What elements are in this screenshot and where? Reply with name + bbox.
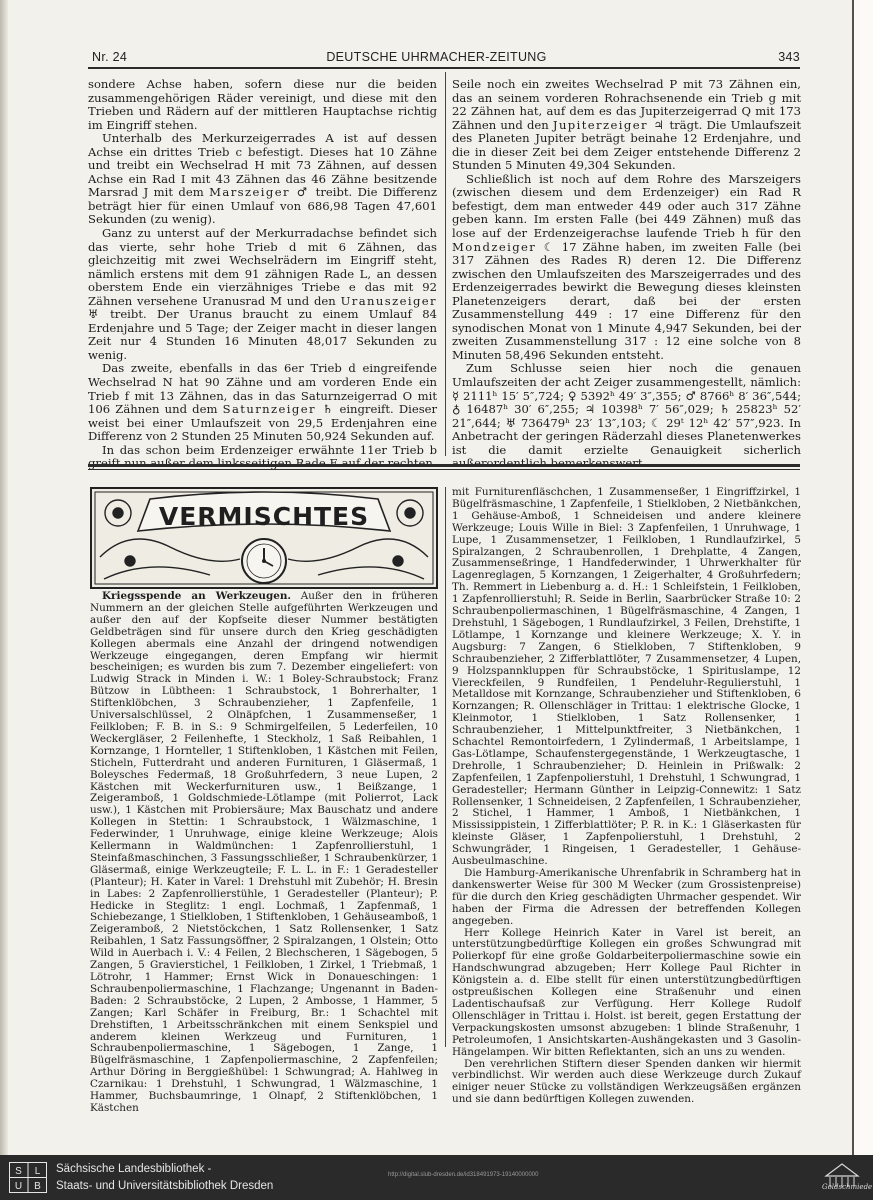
svg-text:B: B: [34, 1181, 41, 1192]
column-divider: [445, 72, 446, 456]
issue-number: Nr. 24: [92, 50, 128, 64]
planet-pointer-name: Jupiterzeiger ♃: [552, 117, 666, 132]
article-column-right: [452, 78, 801, 471]
paragraph: Das zweite, ebenfalls in das 6er Trieb d eingreifende Wechselrad N hat 90 Zähne und am vorderen Ende ein Trieb f mit 13 Zähnen, das in das Saturnzeigerrad O mit 106 Zähnen und dem Saturnzeiger ♄ eingreift. Dieser weist bei einer Umlaufszeit von 29,5 Erdenjahren eine Differenz von 2 Stunden 25 Minuten 50,924 Sekunden auf.: [88, 361, 438, 444]
vermischtes-banner: [90, 487, 438, 589]
section-rule: [88, 464, 800, 467]
paragraph: Ganz zu unterst auf der Merkurradachse befindet sich das vierte, sehr hohe Trieb d mit 6 Zähnen, das gleichzeitig mit zwei Wechselrädern im Eingriff steht, nämlich erstens mit dem 91 zähnigen Rade L, an dessen oberstem Ende ein vierzähniges Triebe e das mit 92 Zähnen versehene Uranusrad M und den Uranuszeiger ♅ treibt. Der Uranus braucht zu einem Umlauf 84 Erdenjahre und 5 Tage; der Zeiger macht in dieser langen Zeit nur 4 Stunden 16 Minuten 48,017 Sekunden zu wenig.: [88, 226, 438, 362]
paragraph: Zum Schlusse seien hier noch die genauen Umlaufszeiten der acht Zeiger zusammengestellt, nämlich: ☿ 2111ʰ 15′ 5″,724; ♀ 5392ʰ 49′ 3″,355; ♂ 8766ʰ 8′ 36″,544; ♁ 16487ʰ 30′ 6″,255; ♃ 10398ʰ 7′ 56″,029; ♄ 25823ʰ 52′ 21″,644; ♅ 736479ʰ 23′ 13″,103; ☾ 29ᵗ 12ʰ 42′ 57″,923. In Anbetracht der geringen Räderzahl dieses Planetenwerkes ist die damit erzielte Genauigkeit sicherlich außerordentlich bemerkenswert.: [452, 361, 801, 471]
planet-pointer-name: Saturnzeiger ♄: [222, 402, 335, 417]
paragraph: sondere Achse haben, sofern diese nur die beiden zusammengehörigen Räder vereinigt, und diese mit den Trieben und Rädern auf der mittleren Hauptachse richtig im Eingriff stehen.: [88, 77, 437, 132]
paragraph: Herr Kollege Heinrich Kater in Varel ist bereit, an unterstützungbedürftige Kollegen ein großes Schwungrad mit Polierkopf für eine große Goldarbeiterpoliermaschine sowie ein Handschwungrad abzugeben; Herr Kollege Paul Richter in Königstein a. d. Elbe stellt für einen unterstützungbedürftigen ostpreußischen Kollegen eine Straßenuhr und einen Ladentischaufsaß zur Verfügung. Herr Kollege Rudolf Ollenschläger in Trittau i. Holst. ist bereit, gegen Erstattung der Verpackungskosten umsonst abzugeben: 1 blinde Straßenuhr, 1 Petroleumofen, 1 Ansichtskarten-Aushängekasten und 3 Gasolin-Hängelampen. Wir bitten Reflektanten, sich an uns zu wenden.: [452, 926, 801, 1058]
section-rule: [88, 469, 800, 470]
journal-title: DEUTSCHE UHRMACHER-ZEITUNG: [326, 50, 547, 64]
article-column-left: [88, 78, 437, 471]
paragraph: mit Furniturenfläschchen, 1 Zusammenseßer, 1 Eingriffzirkel, 1 Bügelfräsmaschine, 1 Zapfenfeile, 1 Stielkloben, 2 Nietbänkchen, 1 Gehäuse-Amboß, 1 Schneideisen und andere kleinere Werkzeuge; Louis Wille in Biel: 3 Zapfenfeilen, 1 Unruhwage, 1 Lupe, 1 Zusammensetzer, 1 Feilkloben, 1 Rundlaufzirkel, 5 Spiralzangen, 2 Schraubenrollen, 1 Drehplatte, 4 Zangen, Zusammenseßringe, 1 Handfederwinder, 1 Uhrwerkhalter für Lagenreglagen, 5 Kornzangen, 1 Zeigerhalter, 4 Großuhrfedern; Th. Remmert in Liebenburg a. d. H.: 1 Schleifstein, 1 Feilkloben, 1 Zapfenrollierstuhl; R. Seide in Berlin, Saarbrücker Straße 10: 2 Schraubenpoliermaschinen, 1 Bügelfräsmaschine, 4 Zangen, 1 Drehstuhl, 1 Sägebogen, 1 Rundlaufzirkel, 3 Feilen, Drehstifte, 1 Lötlampe, 1 Kornzange und kleinere Werkzeuge; X. Y. in Augsburg: 7 Zangen, 6 Stielkloben, 7 Stiftenkloben, 9 Schraubenzieher, 2 Zifferblattlöter, 7 Zusammensetzer, 4 Lupen, 9 Holzspannkluppen für Schraubstöcke, 1 Spirituslampe, 12 Viereckfeilen, 9 Rundfeilen, 1 Pendeluhr-Regulierstuhl, 1 Metalldose mit Kornzange, Schraubenzieher und Stiftenkloben, 6 Kornzangen; R. Ollenschläger in Trittau: 1 elektrische Glocke, 1 Kleinmotor, 1 Stielkloben, 1 Satz Rollensenker, 1 Schraubenzieher, 1 Mittelpunktfreiter, 3 Nietbänkchen, 1 Schachtel Remontoirfedern, 1 Zylindermaß, 1 Arbeitslampe, 1 Gas-Lötlampe, Schaufenstergegenstände, 1 Werkzeugtasche, 1 Drehrolle, 1 Schraubenzieher; D. Heinlein in Prißwalk: 2 Zapfenfeilen, 1 Zapfenpolierstuhl, 1 Drehstuhl, 1 Schwungrad, 1 Geradesteller; Hermann Günther in Leipzig-Connewitz: 1 Satz Rollensenker, 1 Schneideisen, 2 Zapfenfeilen, 1 Schraubenzieher, 2 Stichel, 1 Hammer, 1 Amboß, 1 Nietbänkchen, 1 Mississippistein, 1 Zifferblattlöter; P. R. in K.: 1 Gläserkasten für kleinste Gläser, 1 Zapfenpolierstuhl, 1 Drehstuhl, 2 Schwungräder, 1 Ringeisen, 1 Geradesteller, 1 Gehäuse-Ausbeulmaschine.: [452, 486, 801, 868]
library-name-2: Staats- und Universitätsbibliothek Dresden: [56, 1180, 274, 1192]
paragraph: Unterhalb des Merkurzeigerrades A ist auf dessen Achse ein drittes Trieb c befestigt. Dieses hat 10 Zähne und treibt ein Wechselrad H mit 73 Zähnen, auf dessen Achse ein Rad I mit 43 Zähnen das 46 Zähne besitzende Marsrad J mit dem Marszeiger ♂ treibt. Die Differenz beträgt hier für einen Umlauf von 686,98 Tagen 47,601 Sekunden (zu wenig).: [88, 131, 437, 227]
svg-text:U: U: [14, 1181, 23, 1192]
planet-pointer-name: Uranuszeiger ♅: [88, 293, 437, 322]
page-edge-left: [0, 0, 8, 1155]
slub-logo-icon: [9, 1162, 47, 1193]
svg-text:S: S: [15, 1166, 22, 1177]
misc-column-right: [452, 487, 801, 1106]
permalink[interactable]: http://digital.slub-dresden.de/id318491973-19140000000: [388, 1172, 539, 1178]
paragraph: Schließlich ist noch auf dem Rohre des Marszeigers (zwischen diesem und dem Erdenzeiger) ein Rad R befestigt, dem man entweder 449 oder auch 317 Zähne geben kann. Im ersten Falle (bei 449 Zähnen) muß das lose auf der Erdenzeigerachse laufende Trieb h für den Mondzeiger ☾ 17 Zähne haben, im zweiten Falle (bei 317 Zähnen des Rades R) deren 12. Die Differenz zwischen den Umlaufszeiten des Marszeigerrades und des Erdenzeigerrades bewirkt die Bewegung dieses kleinsten Planetenzeigers derart, daß bei der ersten Zusammenstellung 449 : 17 eine Differenz für den synodischen Monat von 1 Minute 4,947 Sekunden, bei der zweiten Zusammenstellung 317 : 12 eine solche von 8 Minuten 58,496 Sekunden entsteht.: [452, 171, 801, 362]
paragraph: In das schon beim Erdenzeiger erwähnte 11er Trieb b greift nun außer dem linksseitigen Rade E auf der rechten: [88, 442, 437, 471]
library-name: Sächsische Landesbibliothek -: [56, 1163, 212, 1175]
planet-pointer-name: Marszeiger ♂: [209, 185, 311, 200]
paragraph: Kriegsspende an Werkzeugen. Außer den in früheren Nummern an der gleichen Stelle aufgeführten Werkzeugen und außer den auf der Kopfseite dieser Nummer bestätigten Geldbeträgen sind für unsere durch den Krieg geschädigten Kollegen abermals eine Anzahl der dringend notwendigen Werkzeuge eingegangen, deren Empfang wir hiermit bescheinigen; es wurden bis zum 7. Dezember eingeliefert: von Ludwig Strack in Minden i. W.: 1 Boley-Schraubstock; Franz Bützow in Lübtheen: 1 Schraubstock, 1 Bohrerhalter, 1 Stiftenklöbchen, 3 Schraubenzieher, 1 Zapfenfeile, 1 Universalschlüssel, 2 Olnäpfchen, 1 Zusammenseßer, 1 Feilkloben; F. B. in S.: 9 Schmirgelfeilen, 5 Lederfeilen, 10 Weckergläser, 2 Feilenhefte, 1 Steckholz, 1 Saß Reibahlen, 1 Kornzange, 1 Hornteller, 1 Stiftenkloben, 1 Kästchen mit Feilen, Sticheln, Futterdraht und anderen Furnituren, 1 Gläsermaß, 1 Boleysches Federmaß, 18 Großuhrfedern, 3 neue Lupen, 2 Kästchen mit Weckerfurnituren usw., 1 Beißzange, 1 Zeigeramboß, 1 Goldschmiede-Lötlampe (mit Polierrot, Lack usw.), 1 Kästchen mit Probiersäure; Max Bauschatz und andere Kollegen in Stettin: 1 Schraubstock, 1 Wälzmaschine, 1 Federwinder, 1 Unruhwage, einige kleine Werkzeuge; Alois Kellermann in Waldmünchen: 1 Zapfenrollierstuhl, 1 Steinfaßmaschinchen, 3 Fassungsschließer, 1 Schraubenkürzer, 1 Gläsermaß, einige Werkzeugteile; F. L. L. in F.: 1 Geradesteller (Planteur); H. Kater in Varel: 1 Drehstuhl mit Zubehör; H. Bresin in Labes: 2 Zapfenrollierstühle, 1 Geradesteller (Planteur); P. Hedicke in Steglitz: 1 engl. Lochmaß, 1 Zapfenmaß, 1 Schiebezange, 1 Stielkloben, 1 Stiftenkloben, 1 Gehäuseamboß, 1 Zeigeramboß, 2 Nietstöckchen, 1 Satz Rollensenker, 1 Satz Reibahlen, 1 Satz Fassungsöffner, 2 Spiralzangen, 1 Olstein; Otto Wild in Auerbach i. V.: 4 Feilen, 2 Blechscheren, 1 Sägebogen, 5 Zangen, 5 Gravierstichel, 1 Feilkloben, 1 Zirkel, 1 Triebmaß, 1 Lötrohr, 1 Hammer; Ernst Wick in Donaueschingen: 1 Schraubenpoliermaschine, 1 Flachzange; Ungenannt in Baden-Baden: 2 Schraubstöcke, 2 Lupen, 2 Ambosse, 1 Hammer, 5 Zangen; Karl Schäfer in Freiburg, Br.: 1 Schachtel mit Drehstiften, 1 Arbeitsschränkchen mit einem Senkspiel und anderem kleinen Werkzeug und Furnituren, 1 Schraubenpoliermaschine, 1 Sägebogen, 1 Zange, 1 Bügelfräsmaschine, 1 Zapfenpoliermaschine, 2 Zapfenfeilen; Arthur Döring in Berggießhübel: 1 Schwungrad; A. Hahlweg in Czarnikau: 1 Drehstuhl, 1 Schwungrad, 1 Wälzmaschine, 1 Hammer, Buchsbaumringe, 1 Olnapf, 2 Stiftenklöbchen, 1 Kästchen: [90, 590, 439, 1114]
misc-column-left: [90, 591, 438, 1115]
svg-text:L: L: [34, 1166, 41, 1177]
page-number: 343: [778, 50, 800, 64]
signature: Goldschmiede: [822, 1183, 873, 1191]
header-rule: [88, 67, 800, 69]
paragraph: Seile noch ein zweites Wechselrad P mit 73 Zähnen ein, das an seinem vorderen Rohrachsenende ein Trieb g mit 22 Zähnen hat, auf dem es das Jupiterzeigerrad Q mit 173 Zähnen und den Jupiterzeiger ♃ trägt. Die Umlaufszeit des Planeten Jupiter beträgt beinahe 12 Erdenjahre, und die in dieser Zeit bei dem Zeiger entstehende Differenz 2 Stunden 5 Minuten 49,304 Sekunden.: [452, 77, 802, 173]
page-edge-right: [852, 0, 873, 1155]
paragraph: Die Hamburg-Amerikanische Uhrenfabrik in Schramberg hat in dankenswerter Weise für 300 M Wecker (zum Grossistenpreise) für die durch den Krieg geschädigten Uhrmacher gespendet. Wir haben der Firma die Adressen der betreffenden Kollegen angegeben.: [452, 867, 801, 927]
section-title: VERMISCHTES: [158, 502, 370, 531]
item-heading: Kriegsspende an Werkzeugen.: [102, 590, 292, 602]
clock-ornament-icon: [242, 539, 286, 583]
planet-pointer-name: Mondzeiger ☾: [452, 239, 556, 254]
paragraph: Den verehrlichen Stiftern dieser Spenden danken wir hiermit verbindlichst. Wir werden auch diese Werkzeuge durch Zukauf einiger neuer Stücke zu vollständigen Werkzeugsäßen ergänzen und sie dann bedürftigen Kollegen zuwenden.: [452, 1057, 801, 1106]
column-divider: [445, 487, 446, 1047]
